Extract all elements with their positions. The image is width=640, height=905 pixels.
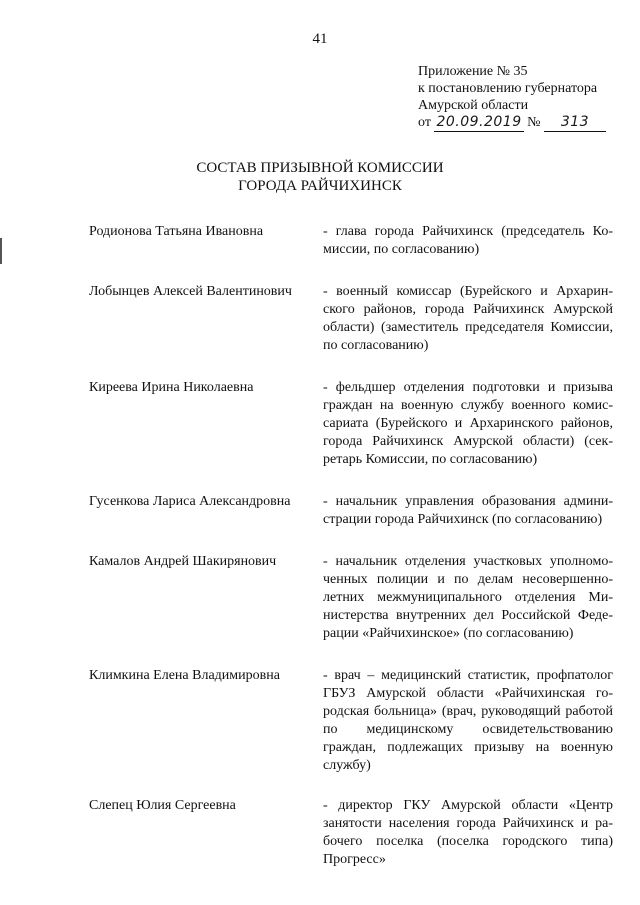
member-name: Климкина Елена Владимировна	[89, 668, 280, 683]
member-name: Камалов Андрей Шакирянович	[89, 554, 277, 569]
commission-members-list	[89, 223, 619, 869]
member-row	[89, 223, 619, 259]
member-role: - врач – медицинский статистик, профпатолог ГБУЗ Амурской области «Райчихинская городская больница» (врач, руководящий работой по медицинскому освидетельствованию граждан, подлежащих призыву на военную службу)	[323, 668, 613, 773]
appendix-line-1: Приложение № 35	[418, 64, 528, 79]
member-row	[89, 379, 619, 469]
member-role: - глава города Райчихинск (председатель Комиссии, по согласованию)	[323, 224, 613, 257]
member-row	[89, 493, 619, 529]
title-line-2: ГОРОДА РАЙЧИХИНСК	[238, 178, 402, 194]
member-row	[89, 283, 619, 355]
decree-date-number-line	[418, 114, 618, 132]
appendix-line-2: к постановлению губернатора	[418, 81, 598, 96]
member-name: Лобынцев Алексей Валентинович	[89, 284, 292, 299]
member-role: - начальник отделения участковых уполномоченных полиции и по делам несовершеннолетних межмуниципального отделения Министерства внутренних дел Российской Федерации «Райчихинское» (по согласованию)	[323, 554, 613, 641]
number-prefix: №	[527, 115, 541, 130]
scan-edge-mark	[0, 238, 2, 264]
member-role: - начальник управления образования администрации города Райчихинск (по согласованию)	[323, 494, 613, 527]
appendix-header	[418, 63, 618, 132]
date-prefix: от	[418, 115, 431, 130]
member-name: Гусенкова Лариса Александровна	[89, 494, 291, 509]
member-row	[89, 667, 619, 775]
member-name: Слепец Юлия Сергеевна	[89, 798, 236, 813]
member-row	[89, 797, 619, 869]
handwritten-date: 20.09.2019	[436, 114, 522, 130]
document-title	[0, 159, 640, 195]
member-role: - фельдшер отделения подготовки и призыва граждан на военную службу военного комиссариата (Бурейского и Архаринского районов, города Райчихинск Амурской области) (секретарь Комиссии, по согласованию)	[323, 380, 613, 467]
member-role: - директор ГКУ Амурской области «Центр занятости населения города Райчихинск и рабочего поселка (поселка городского типа) Прогресс»	[323, 798, 613, 867]
title-line-1: СОСТАВ ПРИЗЫВНОЙ КОМИССИИ	[196, 160, 444, 176]
member-role: - военный комиссар (Бурейского и Архаринского районов, города Райчихинск Амурской области) (заместитель председателя Комиссии, по согласованию)	[323, 284, 613, 353]
member-name: Киреева Ирина Николаевна	[89, 380, 254, 395]
page-number: 41	[312, 31, 328, 47]
member-row	[89, 553, 619, 643]
handwritten-number: 313	[544, 114, 606, 132]
member-name: Родионова Татьяна Ивановна	[89, 224, 264, 239]
appendix-line-3: Амурской области	[418, 98, 529, 113]
